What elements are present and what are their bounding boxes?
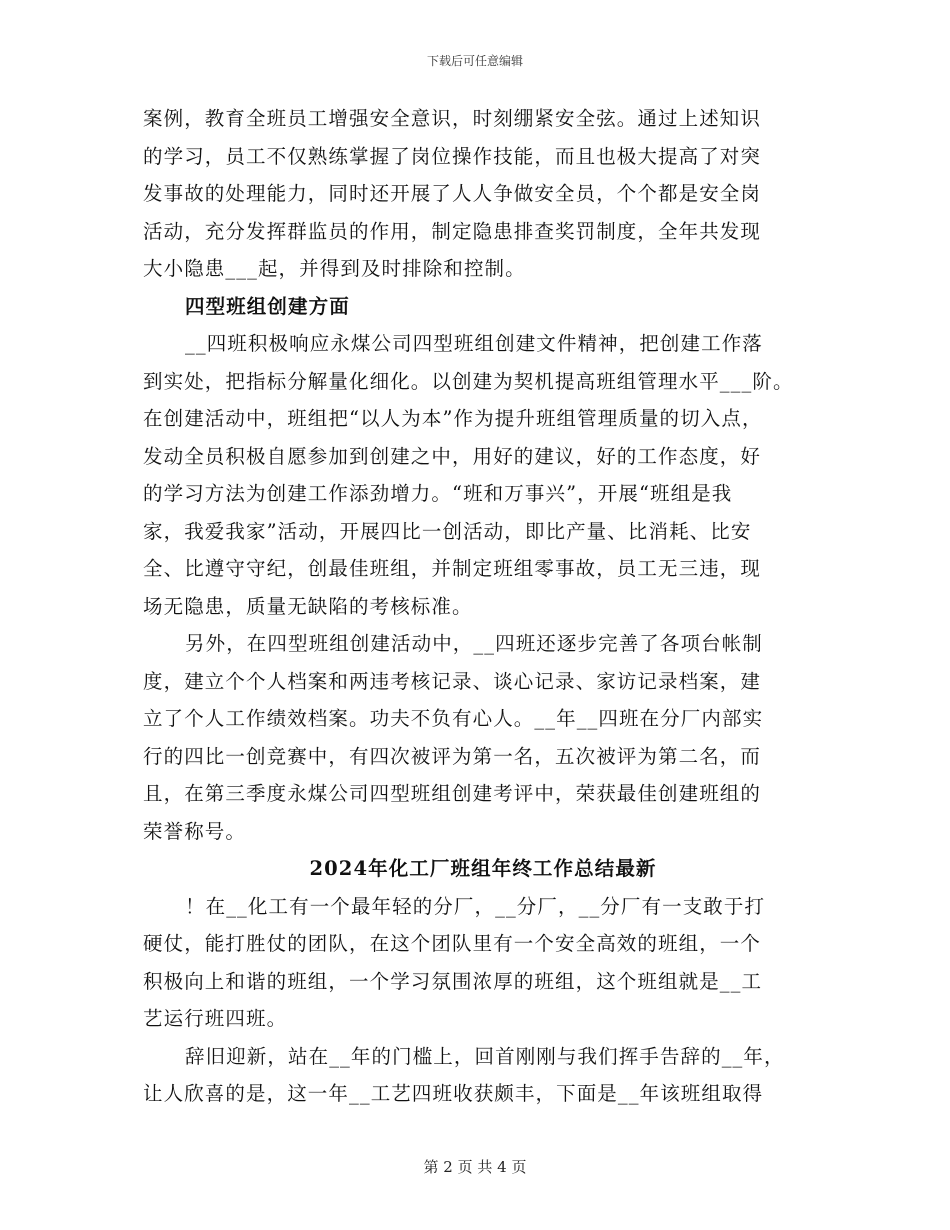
body-line: 艺运行班四班。 xyxy=(143,1007,288,1030)
document-title: 2024年化工厂班组年终工作总结最新 xyxy=(309,857,657,880)
body-line: 全、比遵守守纪，创最佳班组，并制定班组零事故，员工无三违，现 xyxy=(143,557,762,580)
body-line: 的学习方法为创建工作添劲增力。“班和万事兴”，开展“班组是我 xyxy=(143,482,733,505)
body-line: 辞旧迎新，站在__年的门槛上，回首刚刚与我们挥手告辞的__年， xyxy=(185,1044,785,1068)
body-line: 到实处，把指标分解量化细化。以创建为契机提高班组管理水平___阶。 xyxy=(143,369,794,393)
page-header: 下载后可任意编辑 xyxy=(426,54,523,68)
body-line: 场无隐患，质量无缺陷的考核标准。 xyxy=(143,594,473,618)
body-line: 行的四比一创竞赛中，有四次被评为第一名，五次被评为第二名，而 xyxy=(143,744,762,768)
body-line: 度，建立个个人档案和两违考核记录、谈心记录、家访记录档案，建 xyxy=(143,669,762,693)
body-line: 发事故的处理能力，同时还开展了人人争做安全员，个个都是安全岗 xyxy=(143,182,762,205)
body-line: 让人欣喜的是，这一年__工艺四班收获颇丰，下面是__年该班组取得 xyxy=(143,1082,764,1105)
body-line: 另外，在四型班组创建活动中，__四班还逐步完善了各项台帐制 xyxy=(185,632,763,655)
body-line: 荣誉称号。 xyxy=(143,819,247,843)
body-line: 立了个人工作绩效档案。功夫不负有心人。__年__四班在分厂内部实 xyxy=(143,707,764,730)
body-line: ！在__化工有一个最年轻的分厂，__分厂，__分厂有一支敢于打 xyxy=(185,894,766,918)
body-line: __四班积极响应永煤公司四型班组创建文件精神，把创建工作落 xyxy=(185,332,763,355)
body-line: 发动全员积极自愿参加到创建之中，用好的建议，好的工作态度，好 xyxy=(143,444,762,468)
body-line: 的学习，员工不仅熟练掌握了岗位操作技能，而且也极大提高了对突 xyxy=(143,144,762,168)
body-line: 活动，充分发挥群监员的作用，制定隐患排查奖罚制度，全年共发现 xyxy=(143,219,762,243)
body-line: 在创建活动中，班组把“以人为本”作为提升班组管理质量的切入点， xyxy=(143,407,763,430)
body-line: 案例，教育全班员工增强安全意识，时刻绷紧安全弦。通过上述知识 xyxy=(143,107,762,130)
body-line: 且，在第三季度永煤公司四型班组创建考评中，荣获最佳创建班组的 xyxy=(143,782,762,805)
body-line: 积极向上和谐的班组，一个学习氛围浓厚的班组，这个班组就是__工 xyxy=(143,969,763,993)
body-line: 大小隐患___起，并得到及时排除和控制。 xyxy=(143,257,526,280)
body-line: 家，我爱我家”活动，开展四比一创活动，即比产量、比消耗、比安 xyxy=(143,519,752,543)
body-line: 硬仗，能打胜仗的团队，在这个团队里有一个安全高效的班组，一个 xyxy=(143,932,762,955)
document-body xyxy=(143,100,813,1113)
page-footer: 第 2 页 共 4 页 xyxy=(423,1158,527,1176)
section-heading: 四型班组创建方面 xyxy=(185,294,350,318)
